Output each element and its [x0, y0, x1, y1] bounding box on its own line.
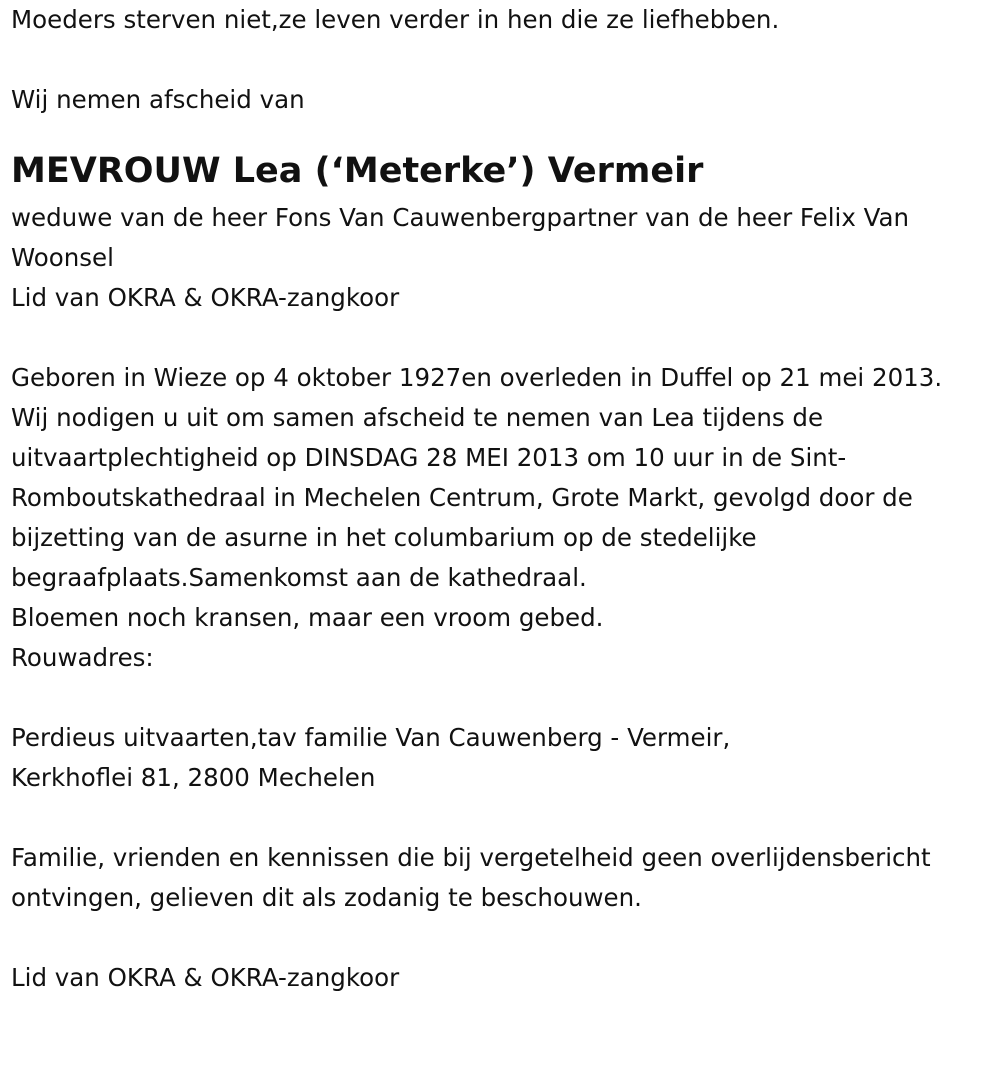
- spacer: [11, 798, 991, 838]
- address-line-1: Perdieus uitvaarten,tav familie Van Cauwenberg - Vermeir,: [11, 723, 731, 752]
- spacer: [11, 318, 991, 358]
- motto: Moeders sterven niet,ze leven verder in hen die ze liefhebben.: [11, 5, 780, 34]
- flowers-text: Bloemen noch kransen, maar een vroom gebed.: [11, 603, 604, 632]
- spacer: [11, 678, 991, 718]
- membership-bottom: Lid van OKRA & OKRA-zangkoor: [11, 963, 400, 992]
- address-label: Rouwadres:: [11, 643, 154, 672]
- membership-top: Lid van OKRA & OKRA-zangkoor: [11, 283, 400, 312]
- relation-text: weduwe van de heer Fons Van Cauwenbergpartner van de heer Felix Van Woonsel: [11, 203, 910, 272]
- spacer: [11, 918, 991, 958]
- spacer: [11, 120, 991, 142]
- address-line-2: Kerkhoflei 81, 2800 Mechelen: [11, 763, 376, 792]
- notice-text: Familie, vrienden en kennissen die bij vergetelheid geen overlijdensbericht ontvingen, gelieven dit als zodanig te beschouwen.: [11, 843, 931, 912]
- deceased-name: MEVROUW Lea (‘Meterke’) Vermeir: [11, 151, 704, 191]
- intro-text: Wij nemen afscheid van: [11, 85, 305, 114]
- invitation-text: Wij nodigen u uit om samen afscheid te nemen van Lea tijdens de uitvaartplechtigheid op DINSDAG 28 MEI 2013 om 10 uur in de Sint-Romboutskathedraal in Mechelen Centrum, Grote Markt, gevolgd door de bijzetting van de asurne in het columbarium op de stedelijke begraafplaats.Samenkomst aan de kathedraal.: [11, 403, 913, 592]
- birth-death-text: Geboren in Wieze op 4 oktober 1927en overleden in Duffel op 21 mei 2013.: [11, 363, 943, 392]
- spacer: [11, 40, 991, 80]
- obituary-document: [11, 0, 991, 998]
